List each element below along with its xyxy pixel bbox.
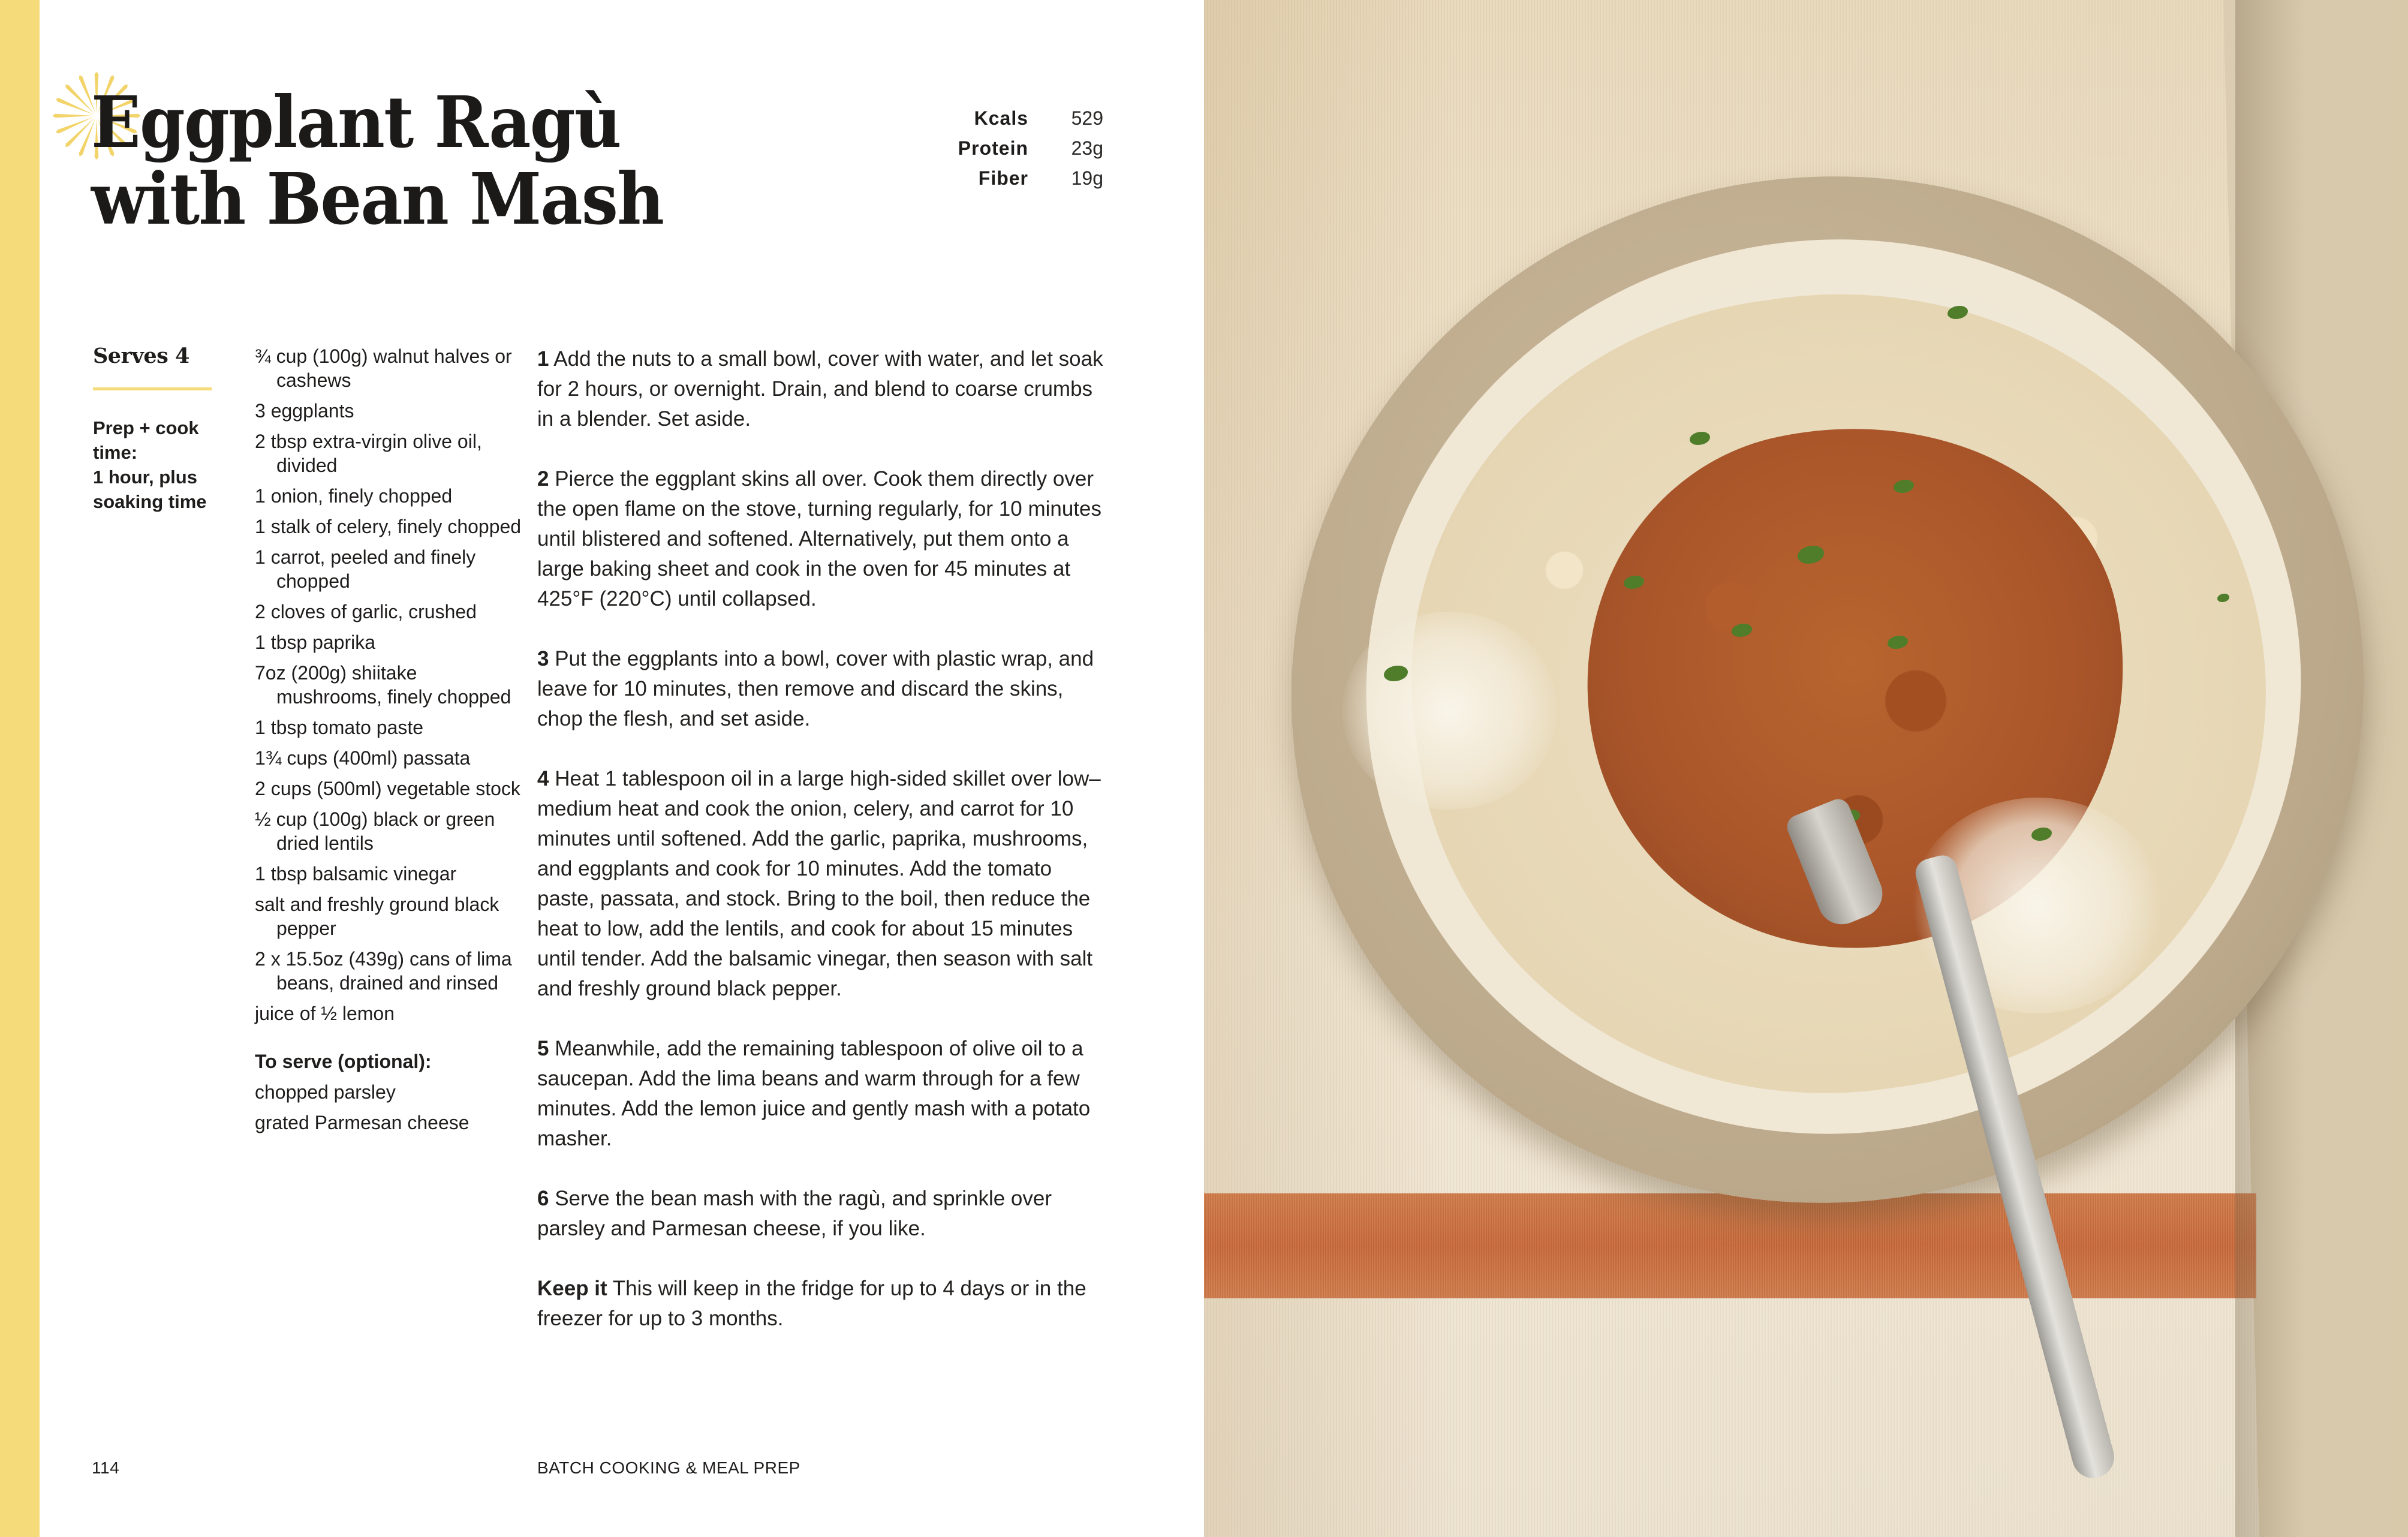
nutrition-panel [899,103,1103,193]
ingredient-item: 3 eggplants [255,400,354,422]
step-number: 2 [537,467,549,491]
storage-note-label: Keep it [537,1277,607,1300]
prep-time [93,416,243,514]
step-text: Meanwhile, add the remaining tablespoon of olive oil to a saucepan. Add the lima beans and warm through for a few minutes. Add the lemon juice and gently mash with a potato masher. [537,1037,1091,1150]
serve-item: grated Parmesan cheese [255,1112,469,1133]
ingredient-item: 1¾ cups (400ml) passata [255,747,471,769]
step-number: 1 [537,347,549,371]
method-step [537,344,1113,434]
method-steps [537,344,1113,1334]
ingredient-item: 1 tbsp balsamic vinegar [255,863,457,885]
step-text: Pierce the eggplant skins all over. Cook them directly over the open flame on the stove, turning regularly, for 10 minutes until blistered and softened. Alternatively, put them onto a large baking sheet and cook in the oven for 45 minutes at 425°F (220°C) until collapsed. [537,467,1102,610]
storage-note [537,1274,1113,1334]
step-text: Serve the bean mash with the ragù, and sprinkle over parsley and Parmesan cheese, if you like. [537,1187,1052,1240]
recipe-title-line-1: Eggplant Ragù [91,80,621,164]
ingredients-list [255,344,525,1141]
step-number: 5 [537,1037,549,1060]
ingredient-item: 2 x 15.5oz (439g) cans of lima beans, drained and rinsed [255,948,512,994]
to-serve-heading: To serve (optional): [255,1051,432,1072]
page-number: 114 [92,1458,120,1477]
nutrition-label: Kcals [974,107,1028,129]
cloth-orange-stripe [1204,1193,2256,1298]
nutrition-row-protein [899,133,1103,163]
nutrition-value: 19g [1071,167,1103,189]
nutrition-label: Fiber [978,167,1028,189]
ingredient-item: 1 tbsp paprika [255,631,376,653]
parmesan-shavings [1342,612,1558,810]
step-text: Add the nuts to a small bowl, cover with water, and let soak for 2 hours, or overnight. Drain, and blend to coarse crumbs in a blender. Set aside. [537,347,1103,431]
nutrition-row-kcals [899,103,1103,133]
serves-label: Serves 4 [93,344,189,368]
ingredient-item: 1 tbsp tomato paste [255,717,424,738]
nutrition-label: Protein [958,137,1028,159]
ingredient-item: ¾ cup (100g) walnut halves or cashews [255,345,512,391]
nutrition-row-fiber [899,163,1103,193]
prep-label-line: time: [93,442,138,463]
ingredient-item: ½ cup (100g) black or green dried lentils [255,808,495,854]
prep-label-line: Prep + cook [93,417,199,438]
nutrition-value: 529 [1071,107,1103,129]
ingredient-item: 2 cloves of garlic, crushed [255,601,477,622]
serve-item: chopped parsley [255,1081,396,1103]
ingredient-item: 1 carrot, peeled and finely chopped [255,546,476,592]
ingredient-item: juice of ½ lemon [255,1003,395,1024]
divider-rule [93,387,212,390]
step-number: 6 [537,1187,549,1210]
recipe-title-line-2: with Bean Mash [91,157,664,240]
ingredient-item: 7oz (200g) shiitake mushrooms, finely chopped [255,662,511,708]
nutrition-value: 23g [1071,137,1103,159]
ingredient-item: salt and freshly ground black pepper [255,894,499,939]
step-text: Heat 1 tablespoon oil in a large high-sided skillet over low–medium heat and cook the onion, celery, and carrot for 10 minutes until softened. Add the garlic, paprika, mushrooms, and eggplants and cook for 10 minutes. Add the tomato paste, passata, and stock. Bring to the boil, then reduce the heat to low, add the lentils, and cook for about 15 minutes until tender. Add the balsamic vinegar, then season with salt and freshly ground black pepper. [537,767,1101,1000]
section-title: BATCH COOKING & MEAL PREP [537,1458,800,1477]
prep-value-line: soaking time [93,491,207,512]
ingredient-item: 1 onion, finely chopped [255,485,453,507]
method-step [537,1034,1113,1154]
method-step [537,644,1113,734]
food-photo [1204,0,2408,1537]
method-step [537,464,1113,614]
page-edge-stripe [0,0,40,1537]
ingredient-item: 2 cups (500ml) vegetable stock [255,778,520,799]
storage-note-text: This will keep in the fridge for up to 4 days or in the freezer for up to 3 months. [537,1277,1086,1330]
ingredient-item: 2 tbsp extra-virgin olive oil, divided [255,431,482,476]
step-number: 3 [537,647,549,670]
step-text: Put the eggplants into a bowl, cover with plastic wrap, and leave for 10 minutes, then remove and discard the skins, chop the flesh, and set aside. [537,647,1094,730]
method-step [537,1184,1113,1244]
prep-value-line: 1 hour, plus [93,467,197,488]
recipe-meta [93,343,243,514]
method-step [537,764,1113,1004]
step-number: 4 [537,767,549,790]
recipe-title [91,80,664,240]
ingredient-item: 1 stalk of celery, finely chopped [255,516,522,537]
